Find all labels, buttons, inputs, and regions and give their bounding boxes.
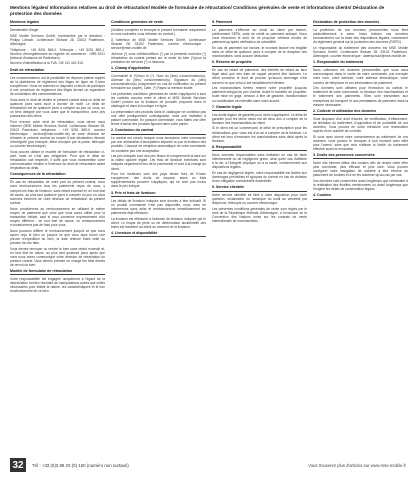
heading-divider <box>212 25 307 26</box>
section-heading: 2. Collecte et utilisation des données <box>313 108 377 113</box>
body-paragraph: Nous collectons les données personnelles que vous nous communiquez dans le cadre de votre commande, par exemple votre nom, votre adresse, votre adresse électronique, votre numéro de téléphone et vos informations de paiement. <box>313 68 408 85</box>
heading-divider <box>212 191 307 192</box>
body-paragraph: Pour exercer votre droit de rétractation, vous devez nous informer (MSE Mobile Services GmbH, Lichtenauer Strasse 28, 33102 Paderborn, téléphone : +49 5251 869-0, courrier électronique : service@mse-mobile.de) de votre décision de rétracter le présent contrat au moyen d'une déclaration dénuée d'ambiguïté (par exemple, lettre envoyée par la poste, télécopie ou courrier électronique). <box>10 119 105 149</box>
body-paragraph: Nous procéderons au remboursement en utilisant le même moyen de paiement que celui que vous aurez utilisé pour la transaction initiale, sauf si vous convenez expressément d'un moyen différent ; en tout état de cause, ce remboursement n'occasionnera pas de frais pour vous. <box>10 206 105 227</box>
body-paragraph: Je/nous (*) vous notifie/notifions (*) par la présente ma/notre (*) rétractation du contrat portant sur la vente du bien (*)/pour la prestation de services (*) ci-dessous. <box>111 51 206 64</box>
body-paragraph: Le paiement s'effectue au choix du client par facture, prélèvement SEPA, carte de crédit ou paiement anticipé. Nous nous réservons le droit de ne proposer certains modes de paiement qu'après vérification de solvabilité. <box>212 28 307 45</box>
heading-divider <box>313 114 408 115</box>
body-paragraph: Vous avez le droit de résilier le présent contrat dans un délai de quatorze jours sans avoir à donner de motif. Le délai de rétractation est de quatorze jours à compter du jour où vous, ou un tiers désigné par vous autre que le transporteur, avez pris possession des biens. <box>10 97 105 118</box>
body-paragraph: Vous disposez d'un droit d'accès, de rectification, d'effacement, de limitation du traitement, d'opposition et de portabilité de vos données. Vous pouvez en outre introduire une réclamation auprès d'une autorité de contrôle. <box>313 116 408 133</box>
section-heading: 7. Garantie légale <box>212 104 242 109</box>
section-heading: Mentions légales <box>10 20 39 24</box>
body-paragraph: Si le client est un commerçant, le délai de prescription pour les réclamations pour vices est d'un an à compter de la livraison. Le client est tenu d'examiner les marchandises sans délai après la livraison. <box>212 126 307 143</box>
section-heading: 8. Responsabilité <box>212 144 242 149</box>
body-paragraph: Dienstleister Sieger <box>10 28 39 32</box>
body-paragraph: Vous devrez renvoyer ou rendre le bien sans retard excessif et, en tout état de cause, au plus tard quatorze jours après que vous nous aurez communiqué votre décision de rétractation du présent contrat. Vous devrez prendre en charge les frais directs de renvoi du bien. <box>10 246 105 267</box>
body-paragraph: Si vous avez donné votre consentement au traitement de vos données, vous pouvez le révoquer à tout moment avec effet pour l'avenir, sans que cela n'affecte la licéité du traitement effectué avant la révocation. <box>313 134 408 151</box>
heading-divider <box>10 178 105 179</box>
body-paragraph: Votre responsabilité est engagée uniquement à l'égard de la dépréciation du bien résultant de manipulations autres que celles nécessaires pour établir la nature, les caractéristiques et le bon fonctionnement de ce bien. <box>10 277 105 294</box>
footer-website-text: Vous trouverez plus d'articles sur www.mse-mobile.fr <box>308 462 406 468</box>
body-paragraph: La protection de vos données personnelles nous tient particulièrement à cœur. Nous traitons vos données exclusivement sur la base des dispositions légales, notamment du règlement général sur la protection des données (RGPD). <box>313 28 408 45</box>
section-heading: Conditions générales de vente <box>111 20 164 24</box>
section-heading: 9. Service clientèle <box>212 185 245 190</box>
section-heading: 5. Paiement <box>212 20 232 24</box>
body-paragraph: Les marchandises livrées restent notre propriété jusqu'au paiement intégral du prix d'achat. Avant le transfert de propriété, toute mise en gage, cession à titre de garantie, transformation ou modification est interdite sans notre accord. <box>212 86 307 103</box>
column-2 <box>111 18 206 450</box>
body-paragraph: Le responsable du traitement des données est MSE Mobile Services GmbH, Lichtenauer Strasse 28, 33102 Paderborn, Allemagne, courrier électronique : datenschutz@mse-mobile.de <box>313 45 408 59</box>
body-paragraph: MSE Mobile Services GmbH, représentée par le directeur : Philipp Löbach. Lichtenauer Strasse 28, 33102 Paderborn, Allemagne. <box>10 33 105 46</box>
heading-divider <box>10 25 105 26</box>
section-heading: Droit de rétractation <box>10 67 45 72</box>
heading-divider <box>212 66 307 67</box>
body-paragraph: Notre service clientèle se tient à votre disposition pour toute question, réclamation ou remarque du lundi au vendredi par téléphone, télécopie ou courrier électronique. <box>212 193 307 206</box>
body-paragraph: Ces données sont utilisées pour l'exécution du contrat, le traitement de votre commande, la livraison des marchandises et le traitement des paiements. Elles sont transmises aux entreprises de transport et aux prestataires de paiement dans la mesure nécessaire. <box>313 86 408 107</box>
body-paragraph: Le contrat est conclu lorsque nous acceptons votre commande par une déclaration d'acceptation séparée ou par la livraison des produits. L'accusé de réception automatique de votre commande ne constitue pas une acceptation. <box>111 136 206 153</box>
body-paragraph: Nous pouvons différer le remboursement jusqu'à ce que nous ayons reçu le bien ou jusqu'à ce que vous ayez fourni une preuve d'expédition du bien, la date retenue étant celle du premier de ces faits. <box>10 228 105 245</box>
heading-divider <box>111 236 206 237</box>
heading-divider <box>212 150 307 151</box>
body-paragraph: Vous pouvez utiliser le modèle de formulaire de rétractation ci-joint, mais ce n'est pas obligatoire. Pour que le délai de rétractation soit respecté, il suffit que vous transmettiez votre communication relative à l'exercice du droit de rétractation avant l'expiration du délai. <box>10 149 105 171</box>
section-heading: 3. Prix et frais de livraison <box>111 190 156 195</box>
body-paragraph: (Veuillez compléter et renvoyer le présent formulaire uniquement si vous souhaitez vous rétracter du contrat.) <box>111 28 206 37</box>
body-paragraph: En cas de rétractation de votre part du présent contrat, nous vous rembourserons tous les paiements reçus de vous, y compris les frais de livraison, sans retard excessif et, en tout état de cause, au plus tard quatorze jours à compter du jour où nous sommes informés de votre décision de rétractation du présent contrat. <box>10 180 105 205</box>
column-4 <box>313 18 408 450</box>
heading-divider <box>10 274 105 275</box>
body-paragraph: Les prix indiqués sont des prix finaux et comprennent la taxe sur la valeur ajoutée légale. Les frais de livraison éventuels sont indiqués séparément lors de la commande et sont à la charge du client. <box>111 154 206 171</box>
heading-divider <box>111 196 206 197</box>
section-heading: 1. Champ d'application <box>111 65 151 70</box>
body-paragraph: Nous sommes responsables sans limitation en cas de faute intentionnelle ou de négligence grave, ainsi qu'en cas d'atteinte à la vie, à l'intégrité physique ou à la santé, conformément aux dispositions légales. <box>212 152 307 170</box>
section-heading: Conséquences de la rétractation <box>10 172 66 177</box>
heading-divider <box>313 199 408 200</box>
section-heading: 1. Responsable du traitement <box>313 60 364 65</box>
heading-divider <box>313 25 408 26</box>
body-paragraph: La présentation des produits dans le catalogue ne constitue pas une offre juridiquement contraignante, mais une invitation à passer commande. En passant commande, vous faites une offre ferme d'achat des produits figurant dans votre panier. <box>111 109 206 127</box>
body-paragraph: Pour les livraisons vers des pays situés hors de l'Union européenne, des droits de douane, taxes ou frais supplémentaires peuvent s'appliquer, qui ne sont pas inclus dans le prix indiqué. <box>111 172 206 189</box>
section-heading: Modèle de formulaire de rétractation <box>10 269 73 274</box>
body-paragraph: En cas de négligence légère, notre responsabilité est limitée aux dommages prévisibles et typiques du contrat en cas de violation d'une obligation contractuelle essentielle. <box>212 170 307 183</box>
body-paragraph: En cas de paiement sur facture, le montant facturé est exigible dans un délai de quatorze jours à compter de la réception des marchandises, sans aucune déduction. <box>212 45 307 59</box>
section-heading: Déclaration de protection des données <box>313 20 380 24</box>
heading-divider <box>111 71 206 72</box>
body-paragraph: Notre site internet utilise des cookies afin de rendre notre offre plus conviviale, plus efficace et plus sûre. Vous pouvez configurer votre navigateur de manière à être informé du placement de cookies et à ne les autoriser qu'au cas par cas. <box>313 161 408 178</box>
section-heading: 4. Cookies <box>313 193 331 198</box>
column-1 <box>10 18 105 450</box>
text-columns <box>10 18 408 450</box>
body-paragraph: Les droits légaux de garantie pour vices s'appliquent. Le délai de garantie pour les biens neufs est de deux ans à compter de la livraison des marchandises au client. <box>212 112 307 125</box>
body-paragraph: Les présentes conditions générales de vente sont régies par le droit de la République fédérale d'Allemagne, à l'exclusion de la Convention des Nations unies sur les contrats de vente internationale de marchandises. <box>212 206 307 224</box>
heading-divider <box>313 66 408 67</box>
footer-contact-text: Tél : +33 (0)3 88 20 (0) 150 (numéro non surtaxé) <box>32 462 129 468</box>
body-paragraph: À l'attention de MSE Mobile Services GmbH, Lichtenauer Strasse 28, 33102 Paderborn, courrier électronique : service@mse-mobile.de <box>111 37 206 50</box>
body-paragraph: Téléphone : +49 5251 869-0. Télécopie : +49 5251 869-1. Numéro d'enregistrement au registre du commerce : HRB 5221 (tribunal d'instance de Paderborn). <box>10 47 105 60</box>
body-paragraph: La livraison est effectuée à l'adresse de livraison indiquée par le client. Le risque de perte ou de détérioration accidentelle des biens est transféré au client au moment de la livraison. <box>111 216 206 229</box>
heading-divider <box>10 73 105 74</box>
body-paragraph: En cas de retard de paiement, des intérêts de retard au taux légal ainsi que des frais de rappel peuvent être facturés. Le client conserve le droit de prouver qu'aucun dommage n'est survenu ou que celui-ci est sensiblement inférieur. <box>212 68 307 85</box>
heading-divider <box>313 158 408 159</box>
page-header-title: Mentions légales/ Informations relatives au droit de rétractation/ Modèle de formulaire de rétractation/ Conditions générales de vente et informations clients/ Déclaration de protection des données <box>10 5 385 16</box>
section-heading: 6. Réserve de propriété <box>212 60 252 65</box>
heading-divider <box>212 110 307 111</box>
heading-divider <box>111 134 206 135</box>
page-footer <box>10 458 406 472</box>
section-heading: 3. Droits des personnes concernées <box>313 153 375 158</box>
section-heading: 2. Conclusion du contrat <box>111 128 154 133</box>
column-3 <box>212 18 307 450</box>
body-paragraph: Vos données sont conservées aussi longtemps que nécessaire à la réalisation des finalités mentionnées ou aussi longtemps que l'exigent les délais de conservation légaux. <box>313 179 408 192</box>
page-number: 32 <box>10 458 26 472</box>
body-paragraph: Les présentes conditions générales de vente s'appliquent à tous les contrats conclus entre le client et MSE Mobile Services GmbH portant sur la livraison de produits proposés dans le catalogue et dans la boutique en ligne. <box>111 91 206 109</box>
heading-divider <box>111 25 206 26</box>
body-paragraph: Numéro d'identification à la TVA : DE 211 442 315. <box>10 61 84 66</box>
body-paragraph: Les délais de livraison indiqués sont donnés à titre indicatif. Si un produit commandé n'est pas disponible, nous vous en informerons sans délai et rembourserons immédiatement les paiements déjà effectués. <box>111 198 206 215</box>
body-paragraph: Les consommateurs ont la possibilité de déposer plainte auprès de la plateforme de règlement des litiges en ligne de l'Union européenne. Nous ne sommes ni disposés ni tenus de participer à une procédure de règlement des litiges devant un organisme de conciliation des consommateurs. <box>10 75 105 96</box>
section-heading: 4. Livraison et disponibilité <box>111 230 158 235</box>
body-paragraph: Commandé le (*)/reçu le (*). Nom du (des) consommateur(s). Adresse du (des) consommateur(s). Signature du (des) consommateur(s) (uniquement en cas de notification du présent formulaire sur papier). Date. (*) Rayez la mention inutile. <box>111 73 206 91</box>
